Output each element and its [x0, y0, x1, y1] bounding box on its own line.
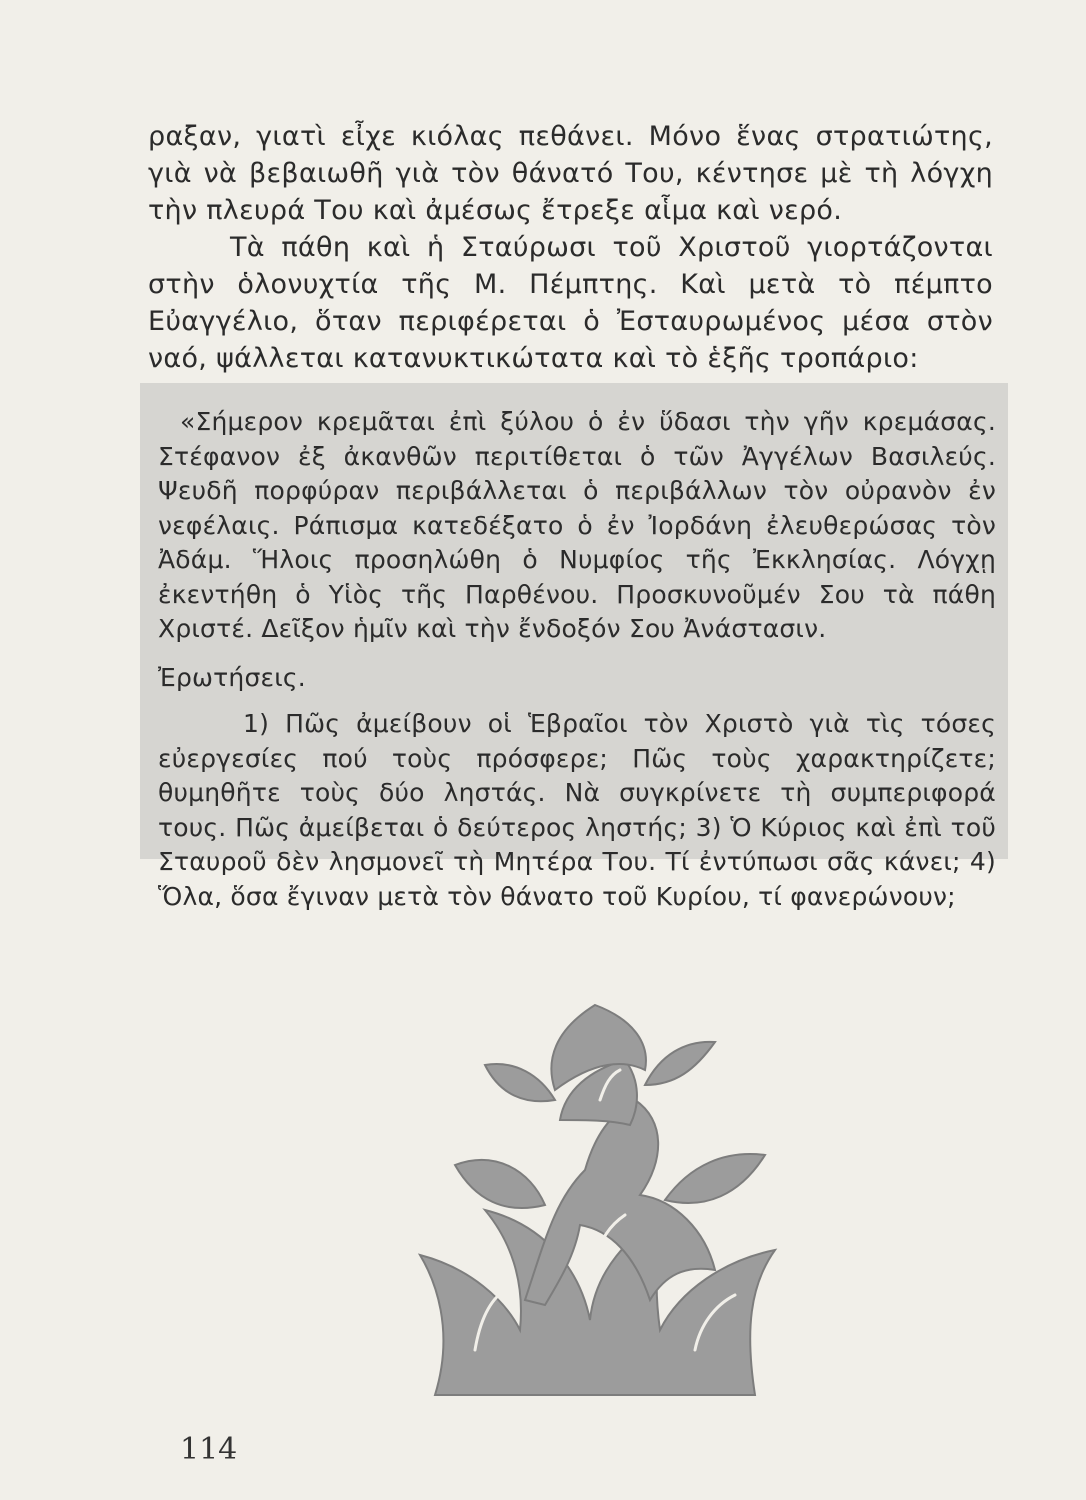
page-number: 114 [180, 1432, 238, 1467]
hymn-text: «Σήμερον κρεμᾶται ἐπὶ ξύλου ὁ ἐν ὕδασι τὴν γῆν κρεμάσας. Στέφανον ἐξ ἀκανθῶν περιτίθεται ὁ τῶν Ἀγγέλων Βασιλεύς. Ψευδῆ πορφύραν περιβάλλεται ὁ περιβάλλων τὸν οὐρανὸν ἐν νεφέλαις. Ράπισμα κατεδέξατο ὁ ἐν Ἰορδάνη ἐλευθερώσας τὸν Ἀδάμ. Ἥλοις προσηλώθη ὁ Νυμφίος τῆς Ἐκκλησίας. Λόγχῃ ἐκεντήθη ὁ Υἱὸς τῆς Παρθένου. Προσκυνοῦμέν Σου τὰ πάθη Χριστέ. Δεῖξον ἡμῖν καὶ τὴν ἔνδοξόν Σου Ἀνάστασιν. [158, 407, 996, 643]
intro-text [148, 118, 993, 377]
questions-text: 1) Πῶς ἀμείβουν οἱ Ἑβραῖοι τὸν Χριστὸ γιὰ τὶς τόσες εὐεργεσίες πού τοὺς πρόσφερε; Πῶς τοὺς χαρακτηρίζετε; θυμηθῆτε τοὺς δύο ληστάς. Νὰ συγκρίνετε τὴ συμπεριφορά τους. Πῶς ἀμείβεται ὁ δεύτερος ληστής; 3) Ὁ Κύριος καὶ ἐπὶ τοῦ Σταυροῦ δὲν λησμονεῖ τὴ Μητέρα Του. Τί ἐντύπωσι σᾶς κάνει; 4) Ὅλα, ὅσα ἔγιναν μετὰ τὸν θάνατο τοῦ Κυρίου, τί φανερώνουν; [158, 709, 996, 911]
shaded-box-content [158, 405, 996, 914]
intro-paragraph-1: ραξαν, γιατὶ εἶχε κιόλας πεθάνει. Μόνο ἕνας στρατιώτης, γιὰ νὰ βεβαιωθῆ γιὰ τὸν θάνατό Του, κέντησε μὲ τὴ λόγχη τὴν πλευρά Του καὶ ἀμέσως ἔτρεξε αἷμα καὶ νερό. [148, 121, 993, 226]
flower-ornament-icon [395, 1000, 815, 1420]
intro-paragraph-2: Τὰ πάθη καὶ ἡ Σταύρωσι τοῦ Χριστοῦ γιορτάζονται στὴν ὁλονυχτία τῆς Μ. Πέμπτης. Καὶ μετὰ τὸ πέμπτο Εὐαγγέλιο, ὅταν περιφέρεται ὁ Ἐσταυρωμένος μέσα στὸν ναό, ψάλλεται κατανυκτικώτατα καὶ τὸ ἑξῆς τροπάριο: [148, 232, 993, 374]
questions-heading: Ἐρωτήσεις. [158, 662, 306, 692]
shaded-box [140, 383, 1008, 911]
